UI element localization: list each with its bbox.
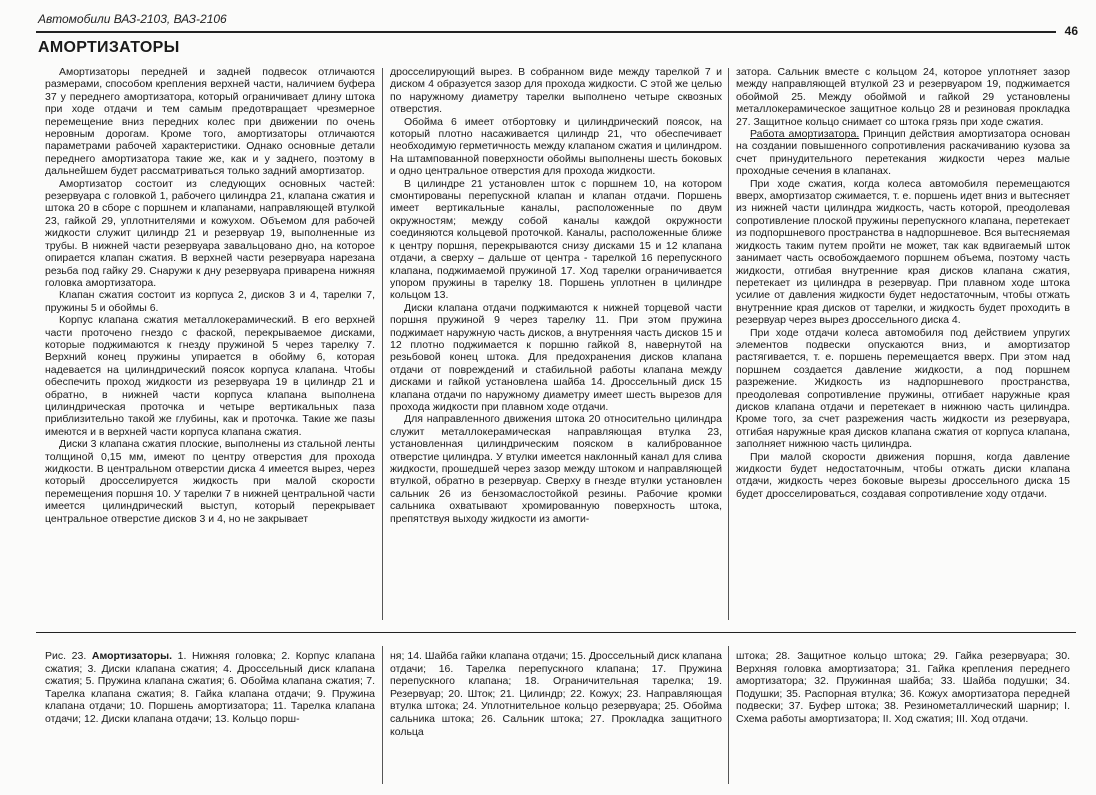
page-number: 46 xyxy=(1064,24,1078,38)
paragraph: Диски клапана отдачи поджимаются к нижней торцевой части поршня пружиной 9 через тарелку 11. При этом пружина поджимает наружную часть дисков, а внутренняя часть дисков 15 и 12 плотно поджимается к поршню гайкой 8, навернутой на резьбовой конец штока. Для предохранения дисков клапана отдачи от повреждений и стабильной работы клапана между дисками и гайкой установлена шайба 14. Дроссельный диск 15 клапана отдачи по наружному диаметру имеет шесть вырезов для прохода жидкости при плавном ходе отдачи. xyxy=(390,301,722,413)
column-divider xyxy=(728,68,729,620)
text-column-1 xyxy=(45,66,375,622)
caption-rule xyxy=(36,632,1076,633)
paragraph: При малой скорости движения поршня, когда давление жидкости будет недостаточным, чтобы отжать диски клапана отдачи, жидкость через боковые вырезы дроссельного диска 15 будет дросселироваться, создавая сопротивление ходу отдачи. xyxy=(736,450,1070,500)
work-heading: Работа амортизатора. xyxy=(750,128,860,141)
paragraph: Амортизаторы передней и задней подвесок отличаются размерами, способом крепления верхней части, наличием буфера 37 у переднего амортизатора, который ограничивает длину штока при ходе отдачи и тем самым предотвращает чрезмерное перемещение вниз передних колес при движении по очень неровным дорогам. Кроме того, амортизаторы отличаются параметрами рабочей характеристики. Однако основные детали переднего амортизатора такие же, как и у заднего, поэтому в дальнейшем будет рассматриваться только задний амортизатор. xyxy=(45,66,375,178)
section-title: АМОРТИЗАТОРЫ xyxy=(38,39,180,56)
text-column-3 xyxy=(736,66,1070,622)
caption-column-3: штока; 28. Защитное кольцо штока; 29. Гайка резервуара; 30. Верхняя головка амортизатора; 31. Гайка крепления переднего амортизатора; 32. Пружинная шайба; 33. Шайба подушки; 34. Подушки; 35. Распорная втулка; 36. Кожух амортизатора передней подвески; 37. Буфер штока; 38. Резинометаллический шарнир; I. Схема работы амортизатора; II. Ход сжатия; III. Ход отдачи. xyxy=(736,650,1070,725)
paragraph: В цилиндре 21 установлен шток с поршнем 10, на котором смонтированы перепускной клапан и клапан отдачи. Поршень имеет вертикальные каналы, расположенные по двум окружностям; между собой каналы каждой окружности соединяются кольцевой проточкой. Каналы, расположенные ближе к центру поршня, перекрываются снизу дисками 15 и 12 клапана отдачи, а сверху – дальше от центра - тарелкой 16 перепускного клапана, поджимаемой пружиной 17. Ход тарелки ограничивается упором пружины в тарелку 18. Поршень уплотнен в цилиндре кольцом 13. xyxy=(390,177,722,302)
running-title: Автомобили ВАЗ-2103, ВАЗ-2106 xyxy=(38,12,227,26)
figure-title: Амортизаторы. xyxy=(91,650,173,662)
header-rule xyxy=(36,31,1056,33)
paragraph: Амортизатор состоит из следующих основных частей: резервуара с головкой 1, рабочего цилиндра 21, клапана сжатия и штока 20 в сборе с поршнем и клапанами, направляющей втулкой 23, гайкой 29, уплотнителями и кожухом. Объемом для рабочей жидкости служит цилиндр 21 и резервуар 19, выполненные из трубы. В нижней части резервуара завальцовано дно, на которое опирается клапан сжатия. В верхней части резервуара нарезана резьба под гайку 29. Снаружи к дну резервуара приварена нижняя головка амортизатора. xyxy=(45,177,375,289)
caption-text: 1. Нижняя головка; 2. Корпус клапана сжатия; 3. Диски клапана сжатия; 4. Дроссельный диск клапана сжатия; 5. Пружина клапана сжатия; 6. Обойма клапана сжатия; 7. Тарелка клапана сжатия; 8. Гайка клапана отдачи; 9. Пружина клапана отдачи; 10. Поршень амортизатора; 11. Тарелка клапана отдачи; 12. Диски клапана отдачи; 13. Кольцо порш- xyxy=(45,650,375,725)
work-text: Принцип действия амортизатора основан на создании повышенного сопротивления раскачиванию кузова за счет принудительного перетекания жидкости через малые проходные сечения в клапанах. xyxy=(736,128,1070,178)
paragraph: Клапан сжатия состоит из корпуса 2, дисков 3 и 4, тарелки 7, пружины 5 и обоймы 6. xyxy=(45,289,375,314)
paragraph: Обойма 6 имеет отбортовку и цилиндрический поясок, на который плотно насаживается цилиндр 21, что обеспечивает необходимую герметичность между клапаном сжатия и цилиндром. На штампованной поверхности обоймы выполнены шесть боковых и одно центральное отверстия для прохода жидкости. xyxy=(390,115,722,178)
paragraph: затора. Сальник вместе с кольцом 24, которое уплотняет зазор между направляющей втулкой 23 и резервуаром 19, поджимается обоймой 25. Между обоймой и гайкой 29 установлены металлокерамическое защитное кольцо 28 и резиновая прокладка 27. Защитное кольцо снимает со штока грязь при ходе сжатия. xyxy=(736,66,1070,128)
paragraph: дросселирующий вырез. В собранном виде между тарелкой 7 и диском 4 образуется зазор для прохода жидкости. С этой же целью по наружному диаметру тарелки выполнено четыре сквозных отверстия. xyxy=(390,66,722,116)
figure-label: Рис. 23. xyxy=(45,650,87,662)
paragraph: При ходе отдачи колеса автомобиля под действием упругих элементов подвески опускаются вниз, и амортизатор растягивается, т. е. поршень перемещается вверх. При этом над поршнем создается давление жидкости, а под поршнем разрежение. Жидкость из надпоршневого пространства, преодолевая сопротивление пружины, отгибает наружные края дисков клапана отдачи и перетекает в нижнюю часть цилиндра. Кроме того, за счет разрежения часть жидкости из резервуара, отгибая наружные края дисков клапана сжатия от корпуса клапана, заполняет нижнюю часть цилиндра. xyxy=(736,326,1070,451)
text-column-2 xyxy=(390,66,722,622)
paragraph: При ходе сжатия, когда колеса автомобиля перемещаются вверх, амортизатор сжимается, т. е. поршень идет вниз и вытесняет из нижней части цилиндра жидкость, часть которой, преодолевая сопротивление плоской пружины перепускного клапана, перетекает из подпоршневого пространства в надпоршневое. Вся вытесняемая жидкость таким путем пройти не может, так как вдвигаемый шток занимает часть освобождаемого поршнем объема, поэтому часть жидкости, отгибая внутренние края дисков клапана сжатия, перетекает из цилиндра в резервуар. При плавном ходе штока усилие от давления жидкости будет недостаточным, чтобы отжать внутренние края дисков от тарелки, и жидкость будет проходить в резервуар через вырез дроссельного диска 4. xyxy=(736,177,1070,327)
caption-column-1 xyxy=(45,650,375,785)
paragraph: Диски 3 клапана сжатия плоские, выполнены из стальной ленты толщиной 0,15 мм, имеют по центру отверстия для прохода жидкости. В центральном отверстии диска 4 имеется вырез, через который дросселируется жидкость при малой скорости перемещения поршня 10. У тарелки 7 в нижней центральной части имеется цилиндрический выступ, который перекрывает центральное отверстие дисков 3 и 4, но не закрывает xyxy=(45,438,375,525)
paragraph: Для направленного движения штока 20 относительно цилиндра служит металлокерамическая направляющая втулка 23, установленная цилиндрическим пояском в калиброванное отверстие цилиндра. У втулки имеется наклонный канал для слива жидкости, прошедшей через зазор между штоком и направляющей втулкой, обратно в резервуар. Сверху в гнезде втулки установлен сальник 26 из бензомаслостойкой резины. Рабочие кромки сальника охватывают хромированную поверхность штока, препятствуя выходу жидкости из амorти- xyxy=(390,413,722,525)
column-divider xyxy=(382,68,383,620)
paragraph-work xyxy=(736,128,1070,178)
paragraph: Корпус клапана сжатия металлокерамический. В его верхней части проточено гнездо с фаской, перекрываемое дисками, которые поджимаются к гнезду пружиной 5 через тарелку 7. Верхний конец пружины упирается в обойму 6, которая надевается на цилиндрический поясок корпуса клапана. Чтобы обеспечить проход жидкости из резервуара 19 в цилиндр 21 и обратно, в нижней части корпуса клапана выполнена цилиндрическая проточка и четыре вертикальных паза приблизительно такой же глубины, как и проточка. Такие же пазы имеются и в верхней части корпуса клапана сжатия. xyxy=(45,314,375,438)
caption-column-2: ня; 14. Шайба гайки клапана отдачи; 15. Дроссельный диск клапана отдачи; 16. Тарелка перепускного клапана; 17. Пружина перепускного клапана; 18. Ограничительная тарелка; 19. Резервуар; 20. Шток; 21. Цилиндр; 22. Кожух; 23. Направляющая втулка штока; 24. Уплотнительное кольцо резервуара; 25. Обойма сальника штока; 26. Сальник штока; 27. Прокладка защитного кольца xyxy=(390,650,722,738)
